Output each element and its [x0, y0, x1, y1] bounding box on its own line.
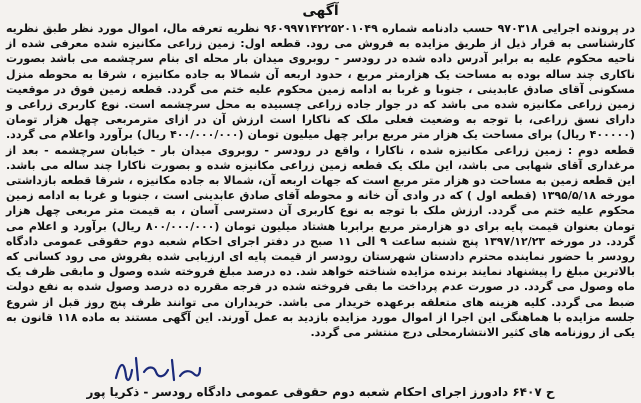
notice-title: آگهی	[302, 3, 339, 19]
notice-body: در پرونده اجرایی ۹۷۰۳۱۸ حسب دادنامه شماره ۹۶۰۹۹۷۱۴۲۲۵۲۰۱۰۴۹ نظریه تعرفه مال، اموال مورد نظر طبق نظریه کارشناسی به قرار ذیل از طریق مزایده به فروش می رود. قطعه اول: زمین زراعی مکانیزه شده معرفی شده از ناحیه محکوم علیه به برابر آدرس داده شده در رودسر - روبروی میدان بار محله ای بنام سرچشمه می باشد بصورت ناکاری چند ساله بوده به مساحت یک هزارمتر مربع ، حدود اربعه آن شمالا به جاده مکانیزه ، شرقا به محوطه منزل مسکونی آقای صادق عابدینی ، جنوبا و غربا به ادامه زمین محکوم علیه ختم می گردد. قطعه زمین فوق در موقعیت زمین زراعی مکانیزه شده می باشد که در جوار جاده زراعی چسبیده به محل سرچشمه است. نوع کاربری زراعی و دارای نسق زراعی، با توجه به وضعیت فعلی ملک که ناکارا است ارزش آن در ازای مترمربعی چهل هزار تومان (۴۰۰۰۰۰ ریال) برای مساحت یک هزار متر مربع برابر چهل میلیون تومان (۴۰۰/۰۰۰/۰۰۰ ریال) برآورد واعلام می گردد. قطعه دوم : زمین زراعی مکانیزه شده ، ناکارا ، واقع در رودسر - روبروی میدان بار - خیابان سرچشمه - بعد از مرغداری آقای شهابی می باشد، این ملک یک قطعه زمین زراعی مکانیزه شده و بصورت ناکارا چند ساله می باشد. این قطعه زمین به مساحت دو هزار متر مربع است که جهات اربعه آن، شمالا به جاده مکانیزه ، شرقا قطعه بازداشتی مورخه ۱۳۹۵/۵/۱۸ (قطعه اول ) که در وادی آن خانه و محوطه آقای صادق عابدینی است ، جنوبا و غربا به ادامه زمین محکوم علیه ختم می گردد. ارزش ملک با توجه به نوع کاربری آن دسترسی آسان ، به قیمت متر مربعی چهل هزار تومان بعنوان قیمت پایه برای دو هزارمتر مربع برابربا هشتاد میلیون تومان (۸۰۰/۰۰۰/۰۰۰ ریال) برآورد و اعلام می گردد. در مورخه ۱۳۹۷/۱۲/۲۳ پنج شنبه ساعت ۹ الی ۱۱ صبح در دفتر اجرای احکام شعبه دوم حقوقی عمومی دادگاه رودسر با حضور نماینده محترم دادستان شهرستان رودسر از قیمت پایه ای ارزیابی شده بفروش می رود کسانی که بالاترین مبلغ را پیشنهاد نمایند برنده مزایده شناخته خواهد شد. ده درصد مبلغ فروخته شده وصول و مابقی ظرف یک ماه وصول می گردد. در صورت عدم پرداخت ما بقی فروخته شده در فرجه مقرره ده درصد وصول شده به نفع دولت ضبط می گردد. کلیه هزینه های متعلقه برعهده خریدار می باشد. خریداران می توانند ظرف پنج روز قبل از شروع جلسه مزایده با هماهنگی این اجرا از اموال مورد مزایده بازدید به عمل آورند. این آگهی مستند به ماده ۱۱۸ قانون به یکی از روزنامه های کثیر الانتشارمحلی درج منتشر می گردد.	[6, 22, 636, 340]
notice-footer: ح ۶۴۰۷ دادورز اجرای احکام شعبه دوم حقوقی عمومی دادگاه رودسر - ذکریا پور	[86, 385, 555, 399]
handwritten-signature-icon	[110, 352, 205, 386]
